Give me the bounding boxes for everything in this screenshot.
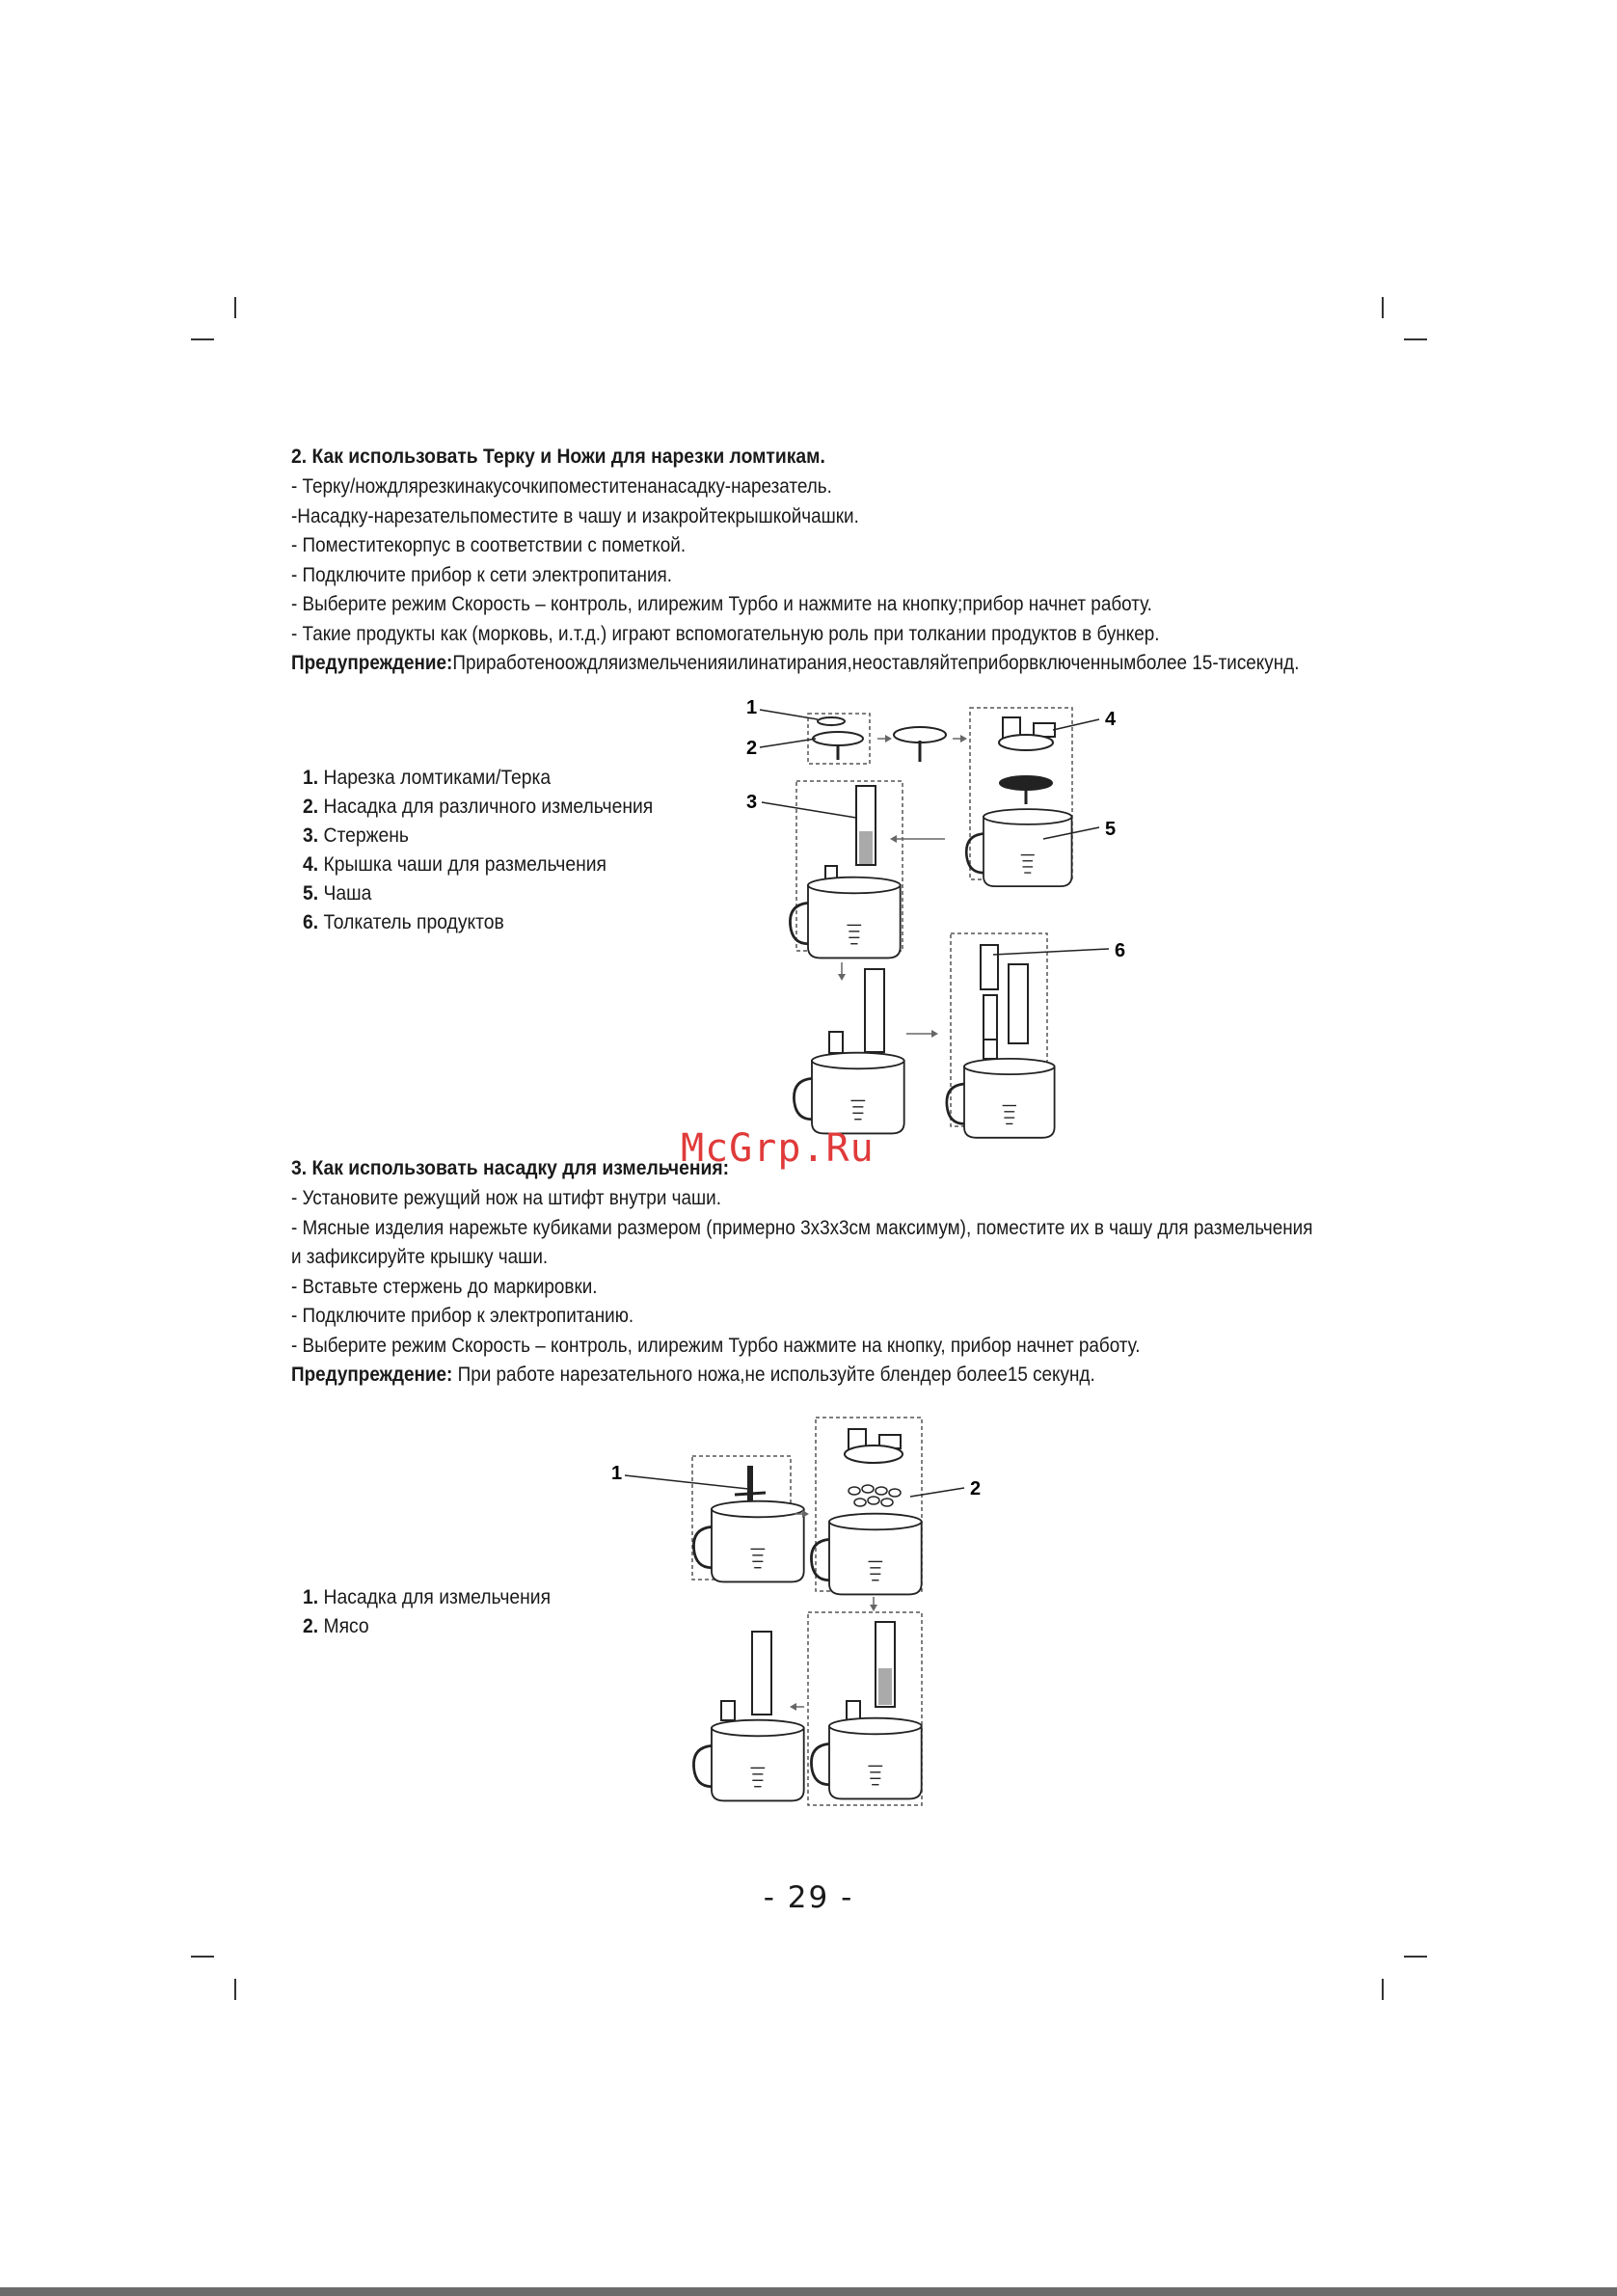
callout-label: 6 [1115, 940, 1126, 961]
callout-label: 1 [746, 697, 758, 718]
instruction-line: - Подключите прибор к сети электропитания. [291, 563, 673, 586]
figure-legend [303, 1583, 572, 1641]
figure-legend [303, 764, 684, 937]
instruction-line: - Такие продукты как (морковь, и.т.д.) играют вспомогательную роль при толкании продуктов в бункер. [291, 622, 1160, 645]
callout-label: 2 [746, 738, 758, 759]
crop-mark [1404, 1956, 1427, 1958]
instruction-line: - Выберите режим Скорость – контроль, илирежим Турбо нажмите на кнопку, прибор начнет работу. [291, 1334, 1141, 1357]
legend-item: 3. Стержень [303, 824, 409, 847]
instruction-line: - Поместитекорпус в соответствии с пометкой. [291, 534, 687, 556]
instruction-line: - Подключите прибор к электропитанию. [291, 1305, 634, 1327]
warning-label: Предупреждение: [291, 652, 453, 674]
warning-line [291, 649, 1300, 679]
watermark-logo: McGrp.Ru [681, 1126, 875, 1171]
callout-label: 3 [746, 792, 758, 813]
crop-mark [1382, 1979, 1384, 2000]
section-slicing [291, 446, 1333, 679]
instruction-line: - Мясные изделия нарежьте кубиками размером (примерно 3х3х3см максимум), поместите их в чашу для размельчения [291, 1216, 1313, 1239]
warning-text: Приработеноождляизмельченияилинатирания,неоставляйтеприборвключеннымболее 15-тисекунд. [452, 652, 1300, 674]
instruction-line: - Вставьте стержень до маркировки. [291, 1275, 598, 1298]
callout-label: 4 [1105, 709, 1117, 730]
instruction-line: - Выберите режим Скорость – контроль, илирежим Турбо и нажмите на кнопку;прибор начнет работу. [291, 593, 1152, 615]
warning-line [291, 1361, 1228, 1391]
section-chopping [291, 1157, 1333, 1391]
legend-item: 2. Мясо [303, 1615, 369, 1637]
legend-item: 2. Насадка для различного измельчения [303, 796, 654, 818]
instruction-line: - Установите режущий нож на штифт внутри чаши. [291, 1187, 721, 1209]
bottom-bar [0, 2287, 1617, 2296]
legend-item: 1. Нарезка ломтиками/Терка [303, 767, 552, 789]
warning-label: Предупреждение: [291, 1364, 453, 1386]
page-number: - 29 - [763, 1880, 854, 1915]
crop-mark [234, 1979, 236, 2000]
crop-mark [191, 338, 214, 340]
crop-mark [1382, 297, 1384, 318]
slicer-assembly-diagram [733, 685, 1157, 1138]
instruction-line: - Терку/нождлярезкинакусочкипоместитенанасадку-нарезатель. [291, 475, 832, 498]
legend-item: 5. Чаша [303, 882, 372, 905]
warning-text: При работе нарезательного ножа,не используйте блендер более15 секунд. [452, 1364, 1095, 1386]
callout-label: 5 [1105, 819, 1117, 840]
section-title: 2. Как использовать Терку и Ножи для нарезки ломтикам. [291, 446, 825, 468]
section-title: 3. Как использовать насадку для измельчения: [291, 1157, 730, 1179]
instruction-line: -Насадку-нарезательпоместите в чашу и изакройтекрышкойчашки. [291, 504, 859, 527]
legend-item: 6. Толкатель продуктов [303, 911, 504, 933]
callout-label: 1 [611, 1463, 623, 1484]
instruction-line: и зафиксируйте крышку чаши. [291, 1246, 549, 1268]
crop-mark [234, 297, 236, 318]
legend-item: 4. Крышка чаши для размельчения [303, 853, 607, 876]
chopper-assembly-diagram [598, 1408, 1003, 1813]
callout-label: 2 [970, 1478, 982, 1499]
legend-item: 1. Насадка для измельчения [303, 1586, 552, 1608]
crop-mark [1404, 338, 1427, 340]
crop-mark [191, 1956, 214, 1958]
